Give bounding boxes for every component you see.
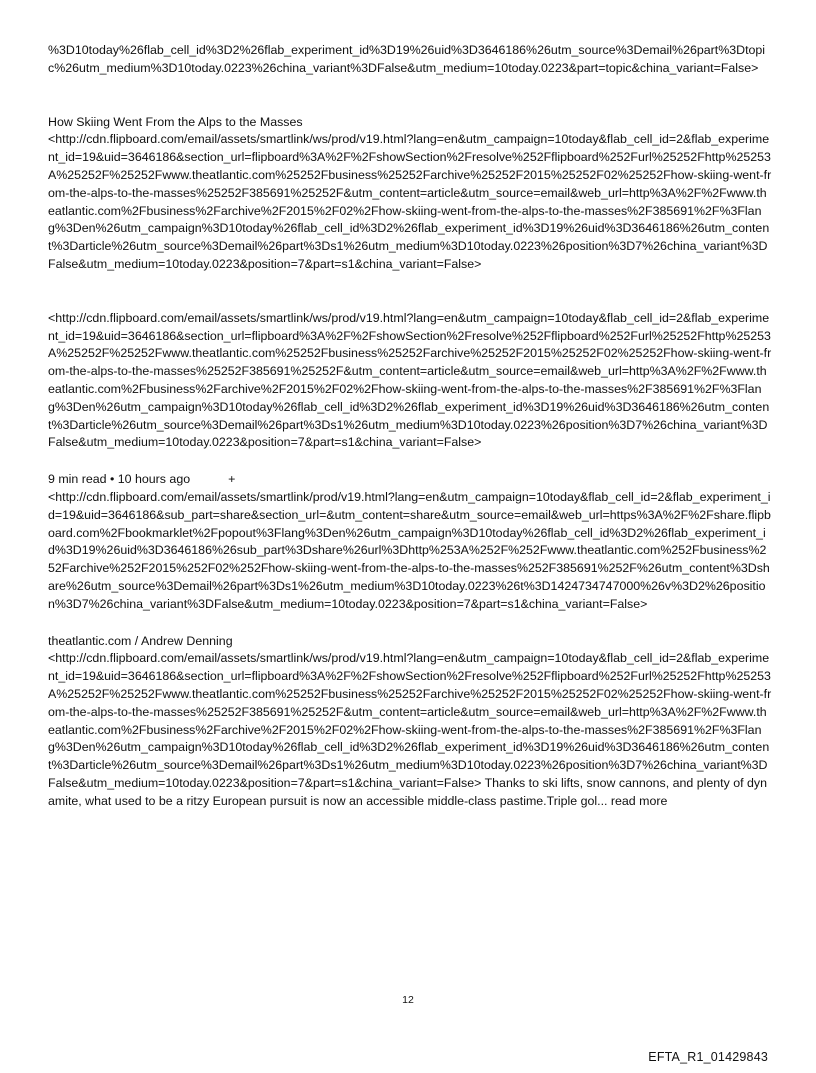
article-title: How Skiing Went From the Alps to the Masses xyxy=(48,114,303,129)
read-more-link[interactable]: read more xyxy=(610,793,668,808)
read-time: 9 min read • 10 hours ago xyxy=(48,472,191,487)
url-fragment-top: %3D10today%26flab_cell_id%3D2%26flab_experiment_id%3D19%26uid%3D3646186%26utm_source%3Demail%26part%3Dtopic%26utm_medium%3D10today.0223%26china_variant%3DFalse&utm_medium=10today.0223&part=topic&china_variant=False> xyxy=(48,43,766,75)
article-block xyxy=(48,114,772,811)
article-link-1[interactable]: <http://cdn.flipboard.com/email/assets/smartlink/ws/prod/v19.html?lang=en&utm_campaign=10today&flab_cell_id=2&flab_experiment_id=19&uid=3646186&section_url=flipboard%3A%2F%2FshowSection%2Fresolve%252Fflipboard%252Furl%25252Fhttp%25253A%25252F%25252Fwww.theatlantic.com%25252Fbusiness%25252Farchive%25252F2015%25252F02%25252Fhow-skiing-went-from-the-alps-to-the-masses%25252F385691%25252F&utm_content=article&utm_source=email&web_url=http%3A%2F%2Fwww.theatlantic.com%2Fbusiness%2Farchive%2F2015%2F02%2Fhow-skiing-went-from-the-alps-to-the-masses%2F385691%2F%3Flang%3Den%26utm_campaign%3D10today%26flab_cell_id%3D2%26flab_experiment_id%3D19%26uid%3D3646186%26utm_content%3Darticle%26utm_source%3Demail%26part%3Ds1%26utm_medium%3D10today.0223%26position%3D7%26china_variant%3DFalse&utm_medium=10today.0223&position=7&part=s1&china_variant=False> xyxy=(48,132,772,271)
article-summary: Thanks to ski lifts, snow cannons, and plenty of dynamite, what used to be a ritzy European pursuit is now an accessible middle-class pastime.Triple gol... xyxy=(48,775,767,808)
plus-icon[interactable]: + xyxy=(228,472,236,487)
share-link[interactable]: <http://cdn.flipboard.com/email/assets/smartlink/prod/v19.html?lang=en&utm_campaign=10today&flab_cell_id=2&flab_experiment_id=19&uid=3646186&sub_part=share&section_url=&utm_content=share&utm_source=email&web_url=https%3A%2F%2Fshare.flipboard.com%2Fbookmarklet%2Fpopout%3Flang%3Den%26utm_campaign%3D10today%26flab_cell_id%3D2%26flab_experiment_id%3D19%26uid%3D3646186%26sub_part%3Dshare%26url%3Dhttp%253A%252F%252Fwww.theatlantic.com%252Fbusiness%252Farchive%252F2015%252F02%252Fhow-skiing-went-from-the-alps-to-the-masses%252F385691%252F%26utm_content%3Dshare%26utm_source%3Demail%26part%3Ds1%26utm_medium%3D10today.0223%26t%3D1424734747000%26v%3D2%26position%3D7%26china_variant%3DFalse&utm_medium=10today.0223&position=7&part=s1&china_variant=False> xyxy=(48,489,771,611)
document-body xyxy=(48,42,772,810)
article-link-3-with-summary xyxy=(48,650,772,810)
article-link-3[interactable]: <http://cdn.flipboard.com/email/assets/smartlink/ws/prod/v19.html?lang=en&utm_campaign=10today&flab_cell_id=2&flab_experiment_id=19&uid=3646186&section_url=flipboard%3A%2F%2FshowSection%2Fresolve%252Fflipboard%252Furl%25252Fhttp%25253A%25252F%25252Fwww.theatlantic.com%25252Fbusiness%25252Farchive%25252F2015%25252F02%25252Fhow-skiing-went-from-the-alps-to-the-masses%25252F385691%25252F&utm_content=article&utm_source=email&web_url=http%3A%2F%2Fwww.theatlantic.com%2Fbusiness%2Farchive%2F2015%2F02%2Fhow-skiing-went-from-the-alps-to-the-masses%2F385691%2F%3Flang%3Den%26utm_campaign%3D10today%26flab_cell_id%3D2%26flab_experiment_id%3D19%26uid%3D3646186%26utm_content%3Darticle%26utm_source%3Demail%26part%3Ds1%26utm_medium%3D10today.0223%26position%3D7%26china_variant%3DFalse&utm_medium=10today.0223&position=7&part=s1&china_variant=False> xyxy=(48,651,772,790)
article-source: theatlantic.com / Andrew Denning xyxy=(48,633,233,648)
article-link-2[interactable]: <http://cdn.flipboard.com/email/assets/smartlink/ws/prod/v19.html?lang=en&utm_campaign=10today&flab_cell_id=2&flab_experiment_id=19&uid=3646186&section_url=flipboard%3A%2F%2FshowSection%2Fresolve%252Fflipboard%252Furl%25252Fhttp%25253A%25252F%25252Fwww.theatlantic.com%25252Fbusiness%25252Farchive%25252F2015%25252F02%25252Fhow-skiing-went-from-the-alps-to-the-masses%25252F385691%25252F&utm_content=article&utm_source=email&web_url=http%3A%2F%2Fwww.theatlantic.com%2Fbusiness%2Farchive%2F2015%2F02%2Fhow-skiing-went-from-the-alps-to-the-masses%2F385691%2F%3Flang%3Den%26utm_campaign%3D10today%26flab_cell_id%3D2%26flab_experiment_id%3D19%26uid%3D3646186%26utm_content%3Darticle%26utm_source%3Demail%26part%3Ds1%26utm_medium%3D10today.0223%26position%3D7%26china_variant%3DFalse&utm_medium=10today.0223&position=7&part=s1&china_variant=False> xyxy=(48,310,772,450)
page-number: 12 xyxy=(402,994,414,1006)
article-meta xyxy=(48,471,772,489)
document-id: EFTA_R1_01429843 xyxy=(648,1050,768,1064)
